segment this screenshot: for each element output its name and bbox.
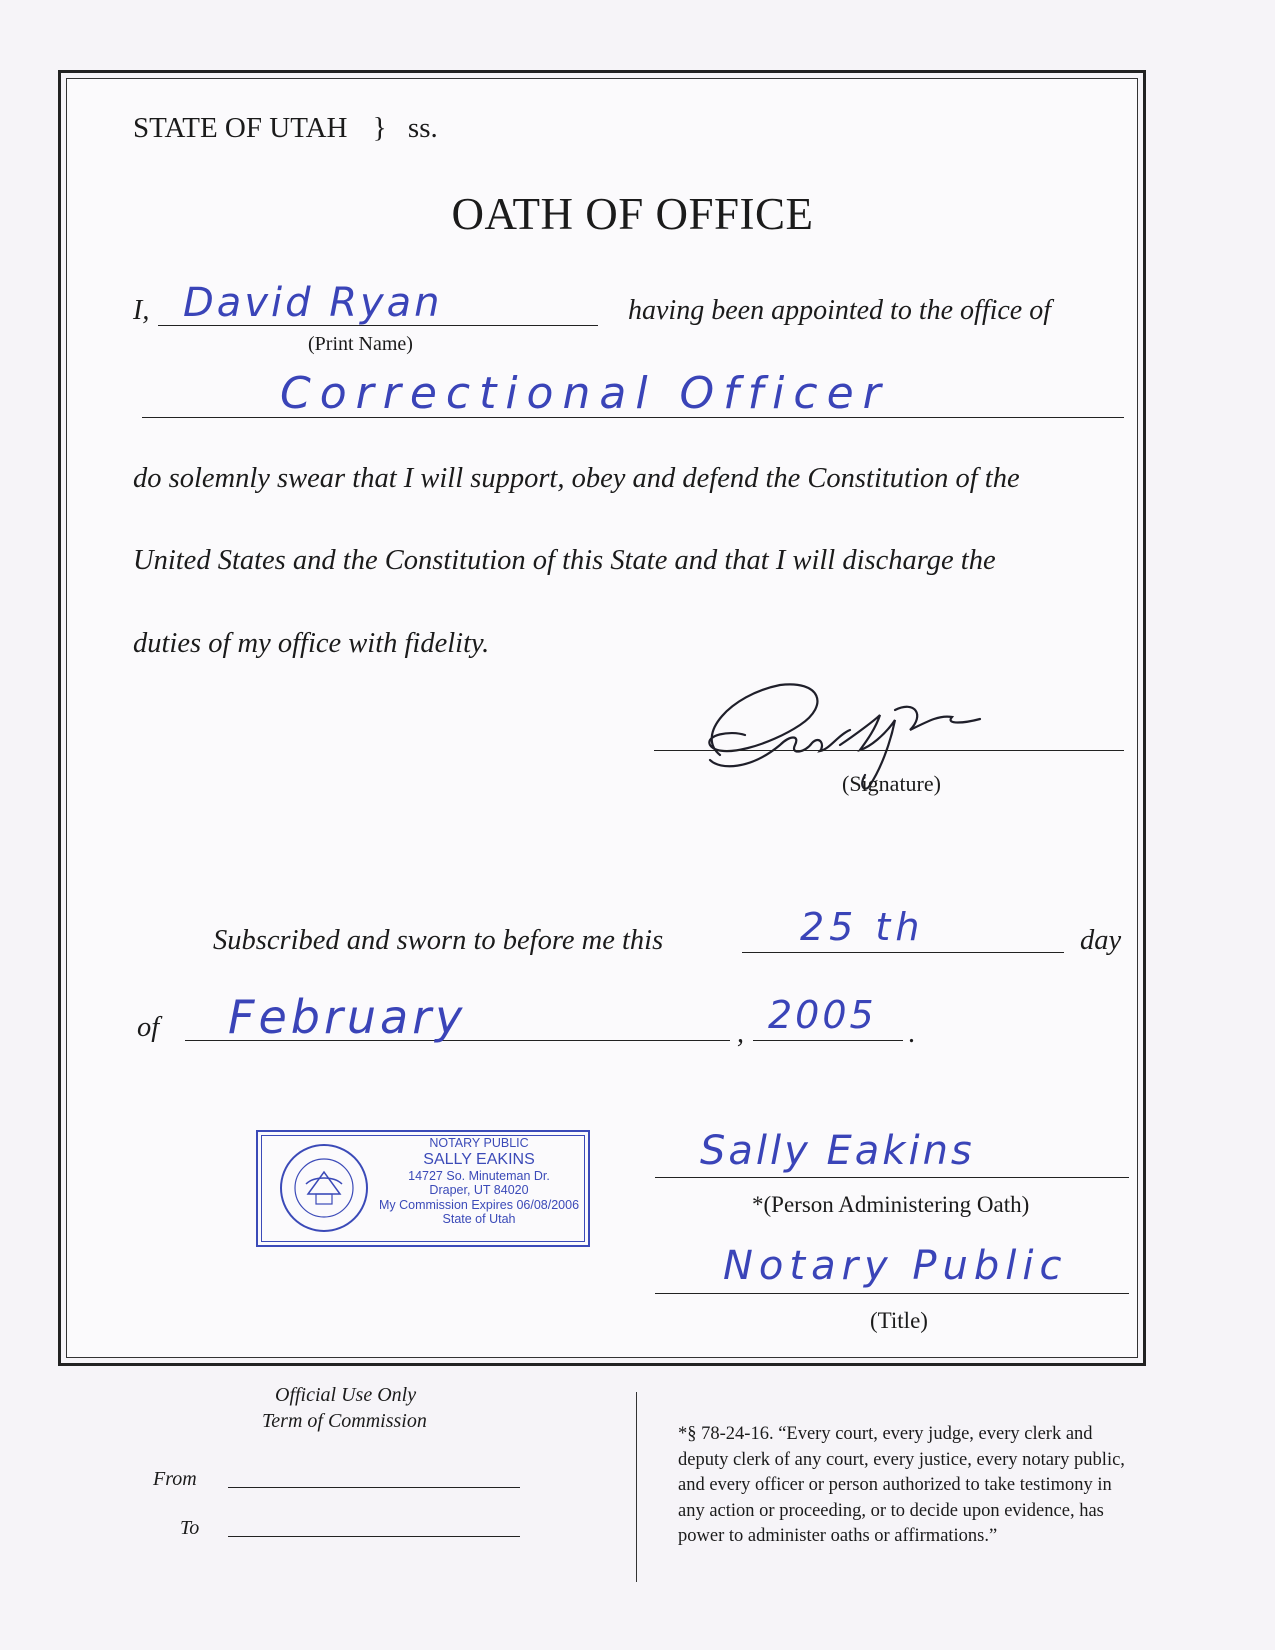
page-title: OATH OF OFFICE [451, 189, 814, 239]
stamp-line-3: 14727 So. Minuteman Dr. [408, 1168, 550, 1183]
signature-caption: (Signature) [842, 771, 941, 796]
brace: } [372, 112, 387, 144]
footnote-line-4: any action or proceeding, or to decide upon evidence, has [678, 1500, 1104, 1521]
stamp-text [376, 1136, 582, 1227]
from-label: From [153, 1468, 197, 1490]
stamp-line-2: SALLY EAKINS [423, 1150, 535, 1168]
stamp-line-1: NOTARY PUBLIC [429, 1136, 529, 1150]
title-underline [655, 1293, 1129, 1294]
ss-label: ss. [407, 112, 438, 144]
stamp-line-4: Draper, UT 84020 [429, 1183, 529, 1197]
state-header [133, 112, 438, 145]
term-label: Term of Commission [262, 1410, 427, 1432]
title-value[interactable]: Notary Public [723, 1243, 1068, 1289]
name-prefix: I, [133, 295, 150, 326]
appointed-text: having been appointed to the office of [628, 295, 1052, 326]
name-value[interactable]: David Ryan [183, 280, 443, 326]
administering-underline [655, 1177, 1129, 1178]
office-value[interactable]: Correctional Officer [280, 368, 890, 419]
sworn-prefix: Subscribed and sworn to before me this [213, 925, 664, 956]
day-value[interactable]: 25 th [800, 905, 925, 949]
comma: , [737, 1018, 744, 1049]
to-underline[interactable] [228, 1536, 520, 1537]
to-label: To [180, 1517, 200, 1539]
administering-caption: *(Person Administering Oath) [752, 1192, 1030, 1217]
day-label: day [1080, 925, 1122, 956]
footer-divider [636, 1392, 637, 1582]
title-caption: (Title) [870, 1308, 928, 1333]
stamp-line-5: My Commission Expires 06/08/2006 [378, 1197, 580, 1212]
oath-line-2: United States and the Constitution of this State and that I will discharge the [133, 545, 996, 576]
day-underline [742, 952, 1064, 953]
state-seal-icon [278, 1142, 370, 1234]
notary-stamp [256, 1130, 590, 1247]
oath-line-3: duties of my office with fidelity. [133, 628, 490, 659]
of-label: of [137, 1012, 160, 1043]
footnote-line-1: *§ 78-24-16. “Every court, every judge, every clerk and [678, 1424, 1093, 1444]
oath-line-1: do solemnly swear that I will support, obey and defend the Constitution of the [133, 463, 1020, 494]
year-underline [753, 1040, 903, 1041]
footnote-line-2: deputy clerk of any court, every justice, every notary public, [678, 1449, 1125, 1470]
official-use-label: Official Use Only [275, 1384, 417, 1406]
stamp-line-6: State of Utah [442, 1212, 516, 1226]
footnote [678, 1422, 1125, 1550]
administering-value[interactable]: Sally Eakins [700, 1128, 975, 1174]
name-caption: (Print Name) [308, 333, 413, 355]
period: . [908, 1018, 915, 1049]
footnote-line-3: and every officer or person authorized to take testimony in [678, 1475, 1112, 1495]
footnote-line-5: power to administer oaths or affirmations.” [678, 1526, 998, 1546]
signature-underline [654, 750, 1124, 751]
month-value[interactable]: February [228, 990, 467, 1044]
state-name: STATE OF UTAH [133, 112, 348, 144]
from-underline[interactable] [228, 1487, 520, 1488]
year-value[interactable]: 2005 [768, 993, 877, 1037]
